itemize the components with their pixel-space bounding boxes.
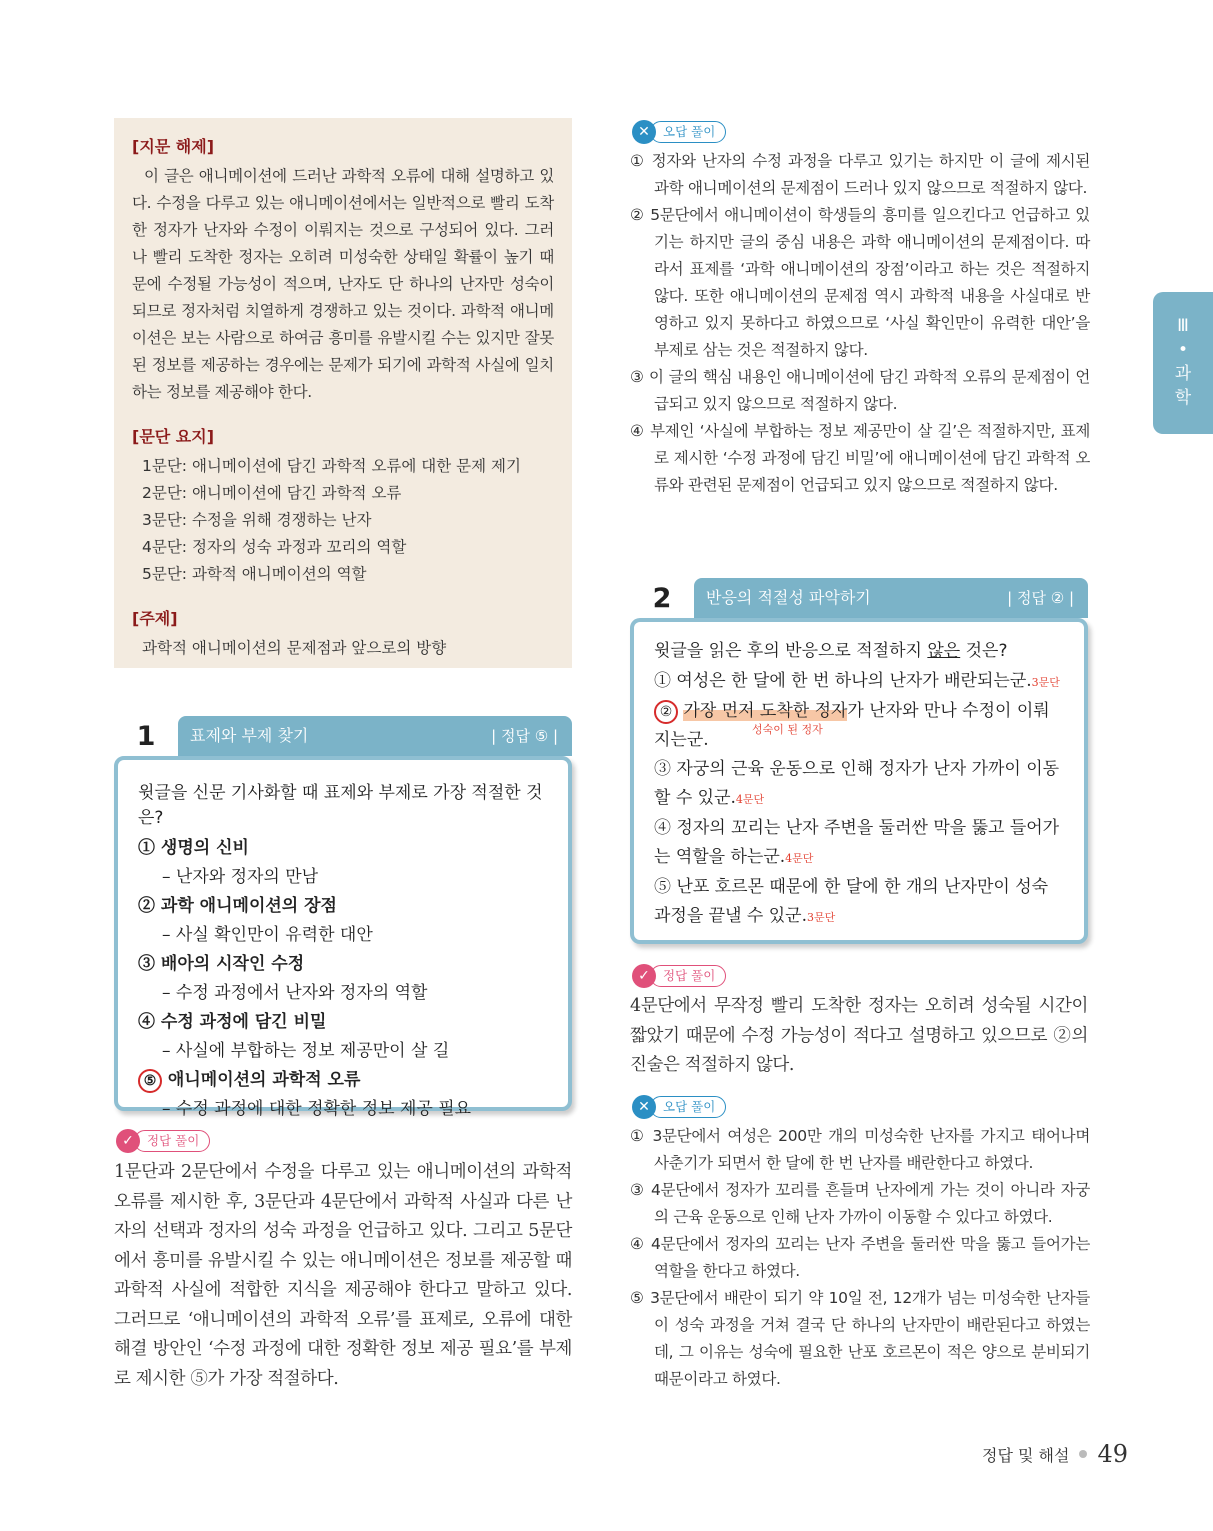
- question-stem: 윗글을 신문 기사화할 때 표제와 부제로 가장 적절한 것은?: [138, 783, 543, 828]
- option-1-sub: – 난자와 정자의 만남: [162, 867, 319, 887]
- option-text: ④ 정자의 꼬리는 난자 주변을 둘러싼 막을 뚫고 들어가는 역할을 하는군.: [654, 818, 1060, 867]
- chapter-dot: •: [1177, 340, 1189, 360]
- question-title-bar: [694, 578, 1088, 618]
- summary-box: [114, 118, 572, 668]
- x-circle-icon: ✕: [632, 1095, 656, 1119]
- question-number: 2: [652, 583, 672, 614]
- badge-label: 정답 풀이: [134, 1130, 210, 1152]
- chapter-char: 학: [1174, 388, 1192, 408]
- question-number: 1: [136, 721, 156, 752]
- check-circle-icon: ✓: [632, 964, 656, 988]
- question-title: 표제와 부제 찾기: [190, 726, 309, 745]
- page-footer: [982, 1440, 1128, 1468]
- highlighted-text: 가장 먼저 도착한 정자: [683, 701, 848, 721]
- option-3: ③ 배아의 시작인 수정: [138, 954, 305, 974]
- option-4-sub: – 사실에 부합하는 정보 제공만이 살 길: [162, 1041, 450, 1061]
- list-item: ③ 4문단에서 정자가 꼬리를 흔들며 난자에게 가는 것이 아니라 자궁의 근육 운동으로 인해 난자 가까이 이동할 수 있다고 하였다.: [630, 1181, 1090, 1226]
- answer-label: | 정답 ② |: [1007, 589, 1074, 607]
- answer-circle-mark: ②: [654, 700, 678, 724]
- option-text: ① 여성은 한 달에 한 번 하나의 난자가 배란되는군.: [654, 671, 1032, 691]
- check-circle-icon: ✓: [116, 1129, 140, 1153]
- option-4: ④ 수정 과정에 담긴 비밀: [138, 1012, 327, 1032]
- theme-heading: [주제]: [132, 609, 178, 628]
- pen-note: 4문단: [735, 793, 765, 806]
- wrong-explanation-list: [630, 148, 1090, 499]
- option-text: 가 난자와 만나 수정이 이뤄지는군.: [654, 701, 1050, 750]
- option-5: [654, 873, 1064, 932]
- answer-label: | 정답 ⑤ |: [491, 727, 558, 745]
- option-3: [654, 755, 1064, 814]
- list-item: ② 5문단에서 애니메이션이 학생들의 흥미를 일으킨다고 언급하고 있기는 하지만 글의 중심 내용은 과학 애니메이션의 문제점이다. 따라서 표제를 ‘과학 애니메이션의 장점’이라고 하는 것은 적절하지 않다. 또한 애니메이션의 문제점 역시 과학적 내용을 사실대로 반영하고 있지 못하다고 하였으므로 ‘사실 확인만이 유력한 대안’을 부제로 삼는 것은 적절하지 않다.: [630, 206, 1090, 359]
- option-5-sub: – 수정 과정에 대한 정확한 정보 제공 필요: [162, 1099, 472, 1119]
- chapter-char: 과: [1174, 364, 1192, 384]
- page-number: 49: [1097, 1440, 1128, 1468]
- option-5-text: 애니메이션의 과학적 오류: [167, 1070, 361, 1090]
- option-5: [138, 1066, 548, 1095]
- option-text: ⑤ 난포 호르몬 때문에 한 달에 한 개의 난자만이 성숙 과정을 끝낼 수 있군.: [654, 877, 1049, 926]
- summary-text: 이 글은 애니메이션에 드러난 과학적 오류에 대해 설명하고 있다. 수정을 다루고 있는 애니메이션에서는 일반적으로 빨리 도착한 정자가 난자와 수정이 이뤄지는 것으로 구성되어 있다. 그러나 빨리 도착한 정자는 오히려 미성숙한 상태일 확률이 높기 때문에 수정될 가능성이 적으며, 난자도 단 하나의 난자만 성숙이 되므로 정자처럼 치열하게 경쟁하고 있는 것이다. 과학적 애니메이션은 보는 사람으로 하여금 흥미를 유발시킬 수는 있지만 잘못된 정보를 제공하는 경우에는 문제가 되기에 과학적 사실에 일치하는 정보를 제공해야 한다.: [132, 167, 554, 401]
- paragraph-points: [132, 453, 554, 588]
- option-3-sub: – 수정 과정에서 난자와 정자의 역할: [162, 983, 428, 1003]
- stem-part: 것은?: [960, 641, 1008, 661]
- option-text: ③ 자궁의 근육 운동으로 인해 정자가 난자 가까이 이동할 수 있군.: [654, 759, 1060, 808]
- list-item: ④ 부제인 ‘사실에 부합하는 정보 제공만이 살 길’은 적절하지만, 표제로 제시한 ‘수정 과정에 담긴 비밀’에 애니메이션에 담긴 과학적 오류와 관련된 문제점이 언급되고 있지 않으므로 적절하지 않다.: [630, 422, 1090, 494]
- stem-part: 윗글을 읽은 후의 반응으로 적절하지: [654, 641, 928, 661]
- correct-explanation-badge: [116, 1129, 210, 1153]
- paragraph-points-heading: [문단 요지]: [132, 427, 215, 446]
- footer-dot: [1079, 1450, 1087, 1458]
- question-stem: [654, 636, 1064, 661]
- pen-note: 3문단: [807, 911, 836, 924]
- theme-text: 과학적 애니메이션의 문제점과 앞으로의 방향: [142, 639, 447, 657]
- pen-note: 성숙이 된 정자: [752, 723, 823, 736]
- option-1: [654, 667, 1064, 697]
- wrong-explanation-badge: [632, 120, 726, 144]
- question-1-box: [114, 756, 572, 1119]
- footer-label: 정답 및 해설: [982, 1445, 1070, 1465]
- list-item: 5문단: 과학적 애니메이션의 역할: [142, 565, 367, 583]
- question-2-header: [638, 578, 1088, 618]
- option-2: ② 과학 애니메이션의 장점: [138, 896, 337, 916]
- list-item: ④ 4문단에서 정자의 꼬리는 난자 주변을 둘러싼 막을 뚫고 들어가는 역할을 한다고 하였다.: [630, 1235, 1090, 1280]
- list-item: 4문단: 정자의 성숙 과정과 꼬리의 역할: [142, 538, 407, 556]
- correct-explanation-badge: [632, 964, 726, 988]
- question-1-header: [122, 716, 572, 756]
- wrong-explanation-badge: [632, 1095, 726, 1119]
- list-item: ⑤ 3문단에서 배란이 되기 약 10일 전, 12개가 넘는 미성숙한 난자들이 성숙 과정을 거쳐 결국 단 하나의 난자만이 배란된다고 하였는데, 그 이유는 성숙에 필요한 난포 호르몬이 적은 양으로 분비되기 때문이라고 하였다.: [630, 1289, 1090, 1388]
- wrong-explanation-list: [630, 1123, 1090, 1393]
- pen-note: 4문단: [785, 852, 814, 865]
- badge-label: 오답 풀이: [650, 1096, 726, 1118]
- correct-explanation-text: 1문단과 2문단에서 수정을 다루고 있는 애니메이션의 과학적 오류를 제시한 후, 3문단과 4문단에서 과학적 사실과 다른 난자의 선택과 정자의 성숙 과정을 언급하고 있다. 그리고 5문단에서 흥미를 유발시킬 수 있는 애니메이션은 정보를 제공할 때 과학적 사실에 적합한 지식을 제공해야 한다고 말하고 있다. 그러므로 ‘애니메이션의 과학적 오류’를 표제로, 오류에 대한 해결 방안인 ‘수정 과정에 대한 정확한 정보 제공 필요’를 부제로 제시한 ⑤가 가장 적절하다.: [114, 1162, 572, 1389]
- list-item: ③ 이 글의 핵심 내용인 애니메이션에 담긴 과학적 오류의 문제점이 언급되고 있지 않으므로 적절하지 않다.: [630, 368, 1090, 413]
- question-title-bar: [178, 716, 572, 756]
- option-2: [654, 697, 1064, 755]
- pen-note: 3문단: [1031, 676, 1060, 689]
- option-4: [654, 814, 1064, 873]
- list-item: 3문단: 수정을 위해 경쟁하는 난자: [142, 511, 372, 529]
- x-circle-icon: ✕: [632, 120, 656, 144]
- list-item: 2문단: 애니메이션에 담긴 과학적 오류: [142, 484, 402, 502]
- badge-label: 정답 풀이: [650, 965, 726, 987]
- correct-explanation-text: 4문단에서 무작정 빨리 도착한 정자는 오히려 성숙될 시간이 짧았기 때문에 수정 가능성이 적다고 설명하고 있으므로 ②의 진술은 적절하지 않다.: [630, 996, 1088, 1075]
- list-item: ① 정자와 난자의 수정 과정을 다루고 있기는 하지만 이 글에 제시된 과학 애니메이션의 문제점이 드러나 있지 않으므로 적절하지 않다.: [630, 152, 1090, 197]
- option-2-sub: – 사실 확인만이 유력한 대안: [162, 925, 373, 945]
- question-title: 반응의 적절성 파악하기: [706, 588, 871, 607]
- list-item: ① 3문단에서 여성은 200만 개의 미성숙한 난자를 가지고 태어나며 사춘기가 되면서 한 달에 한 번 난자를 배란한다고 하였다.: [630, 1127, 1090, 1172]
- option-1: ① 생명의 신비: [138, 838, 249, 858]
- answer-circle-mark: ⑤: [138, 1069, 162, 1093]
- question-2-box: [630, 618, 1088, 944]
- list-item: 1문단: 애니메이션에 담긴 과학적 오류에 대한 문제 제기: [142, 457, 521, 475]
- chapter-tab: [1153, 292, 1213, 434]
- chapter-roman: Ⅲ: [1177, 316, 1189, 336]
- badge-label: 오답 풀이: [650, 121, 726, 143]
- summary-heading: [지문 해제]: [132, 137, 215, 156]
- stem-underlined: 않은: [927, 641, 961, 661]
